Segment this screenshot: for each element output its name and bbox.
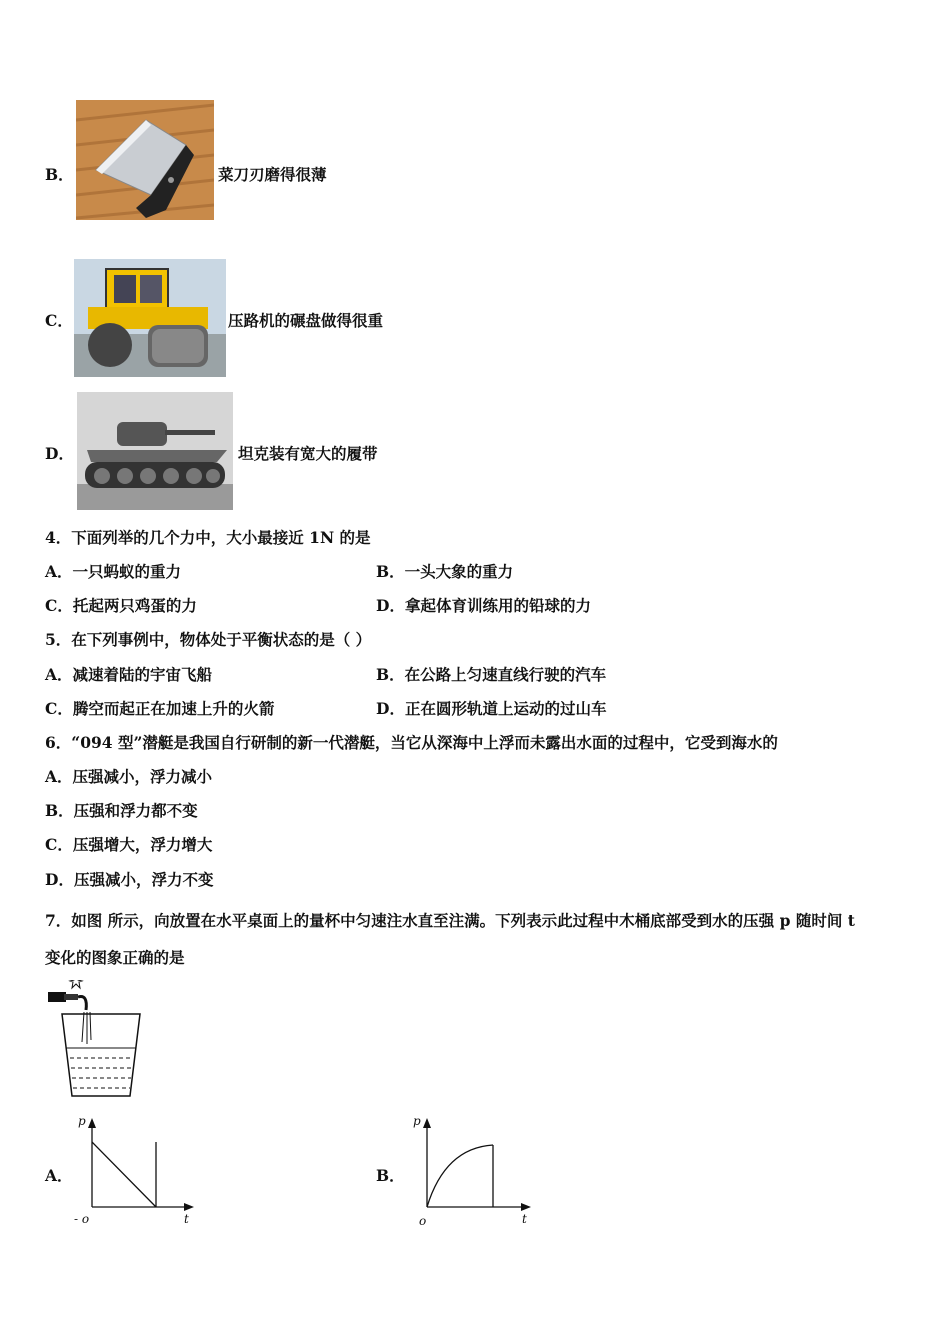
tank-photo-icon [77, 392, 233, 510]
q6-option-a: A．压强减小，浮力减小 [45, 767, 213, 786]
q7-graph-b-axis-p: p [413, 1114, 421, 1128]
q3-option-d-text: 坦克装有宽大的履带 [238, 444, 378, 463]
q4-stem: 4．下面列举的几个力中，大小最接近 1N 的是 [45, 528, 371, 547]
q6-option-b: B．压强和浮力都不变 [45, 801, 198, 820]
faucet-bucket-illustration-icon [44, 980, 148, 1100]
q4-option-a: A．一只蚂蚁的重力 [45, 562, 182, 581]
q5-stem: 5．在下列事例中，物体处于平衡状态的是（ ） [45, 630, 372, 649]
q3-option-c-letter: C． [45, 311, 73, 330]
q7-graph-a-origin: - o [74, 1212, 90, 1226]
q3-option-d-letter: D． [45, 444, 74, 463]
cleaver-photo-icon [76, 100, 214, 220]
road-roller-photo-icon [74, 259, 226, 377]
q4-option-b: B．一头大象的重力 [376, 562, 514, 581]
q7-graph-b-axis-t: t [522, 1212, 527, 1226]
q7-graph-a[interactable] [70, 1112, 200, 1232]
q7-graph-b[interactable] [405, 1112, 540, 1232]
q4-option-d: D．拿起体育训练用的铅球的力 [376, 596, 591, 615]
q3-option-b-letter: B． [45, 165, 74, 184]
q5-option-c: C．腾空而起正在加速上升的火箭 [45, 699, 275, 718]
q3-option-b-text: 菜刀刃磨得很薄 [218, 165, 327, 184]
q7-graph-b-origin: o [419, 1214, 427, 1228]
q5-option-a: A．减速着陆的宇宙飞船 [45, 665, 213, 684]
q6-option-c: C．压强增大，浮力增大 [45, 835, 213, 854]
q3-option-c-text: 压路机的碾盘做得很重 [228, 311, 384, 330]
q7-graph-b-letter: B． [376, 1166, 405, 1185]
q6-option-d: D．压强减小，浮力不变 [45, 870, 214, 889]
q6-stem: 6．“094 型”潜艇是我国自行研制的新一代潜艇，当它从深海中上浮而未露出水面的过程中，它受到海水的 [45, 733, 778, 752]
q7-graph-a-axis-p: p [78, 1114, 86, 1128]
q4-option-c: C．托起两只鸡蛋的力 [45, 596, 197, 615]
q5-option-b: B．在公路上匀速直线行驶的汽车 [376, 665, 607, 684]
q7-graph-a-axis-t: t [184, 1212, 189, 1226]
q7-stem-line2: 变化的图象正确的是 [45, 948, 185, 967]
q7-stem-line1: 7．如图 所示，向放置在水平桌面上的量杯中匀速注水直至注满。下列表示此过程中木桶底部受到水的压强 p 随时间 t [45, 911, 855, 930]
q5-option-d: D．正在圆形轨道上运动的过山车 [376, 699, 607, 718]
q7-graph-a-letter: A． [45, 1166, 73, 1185]
